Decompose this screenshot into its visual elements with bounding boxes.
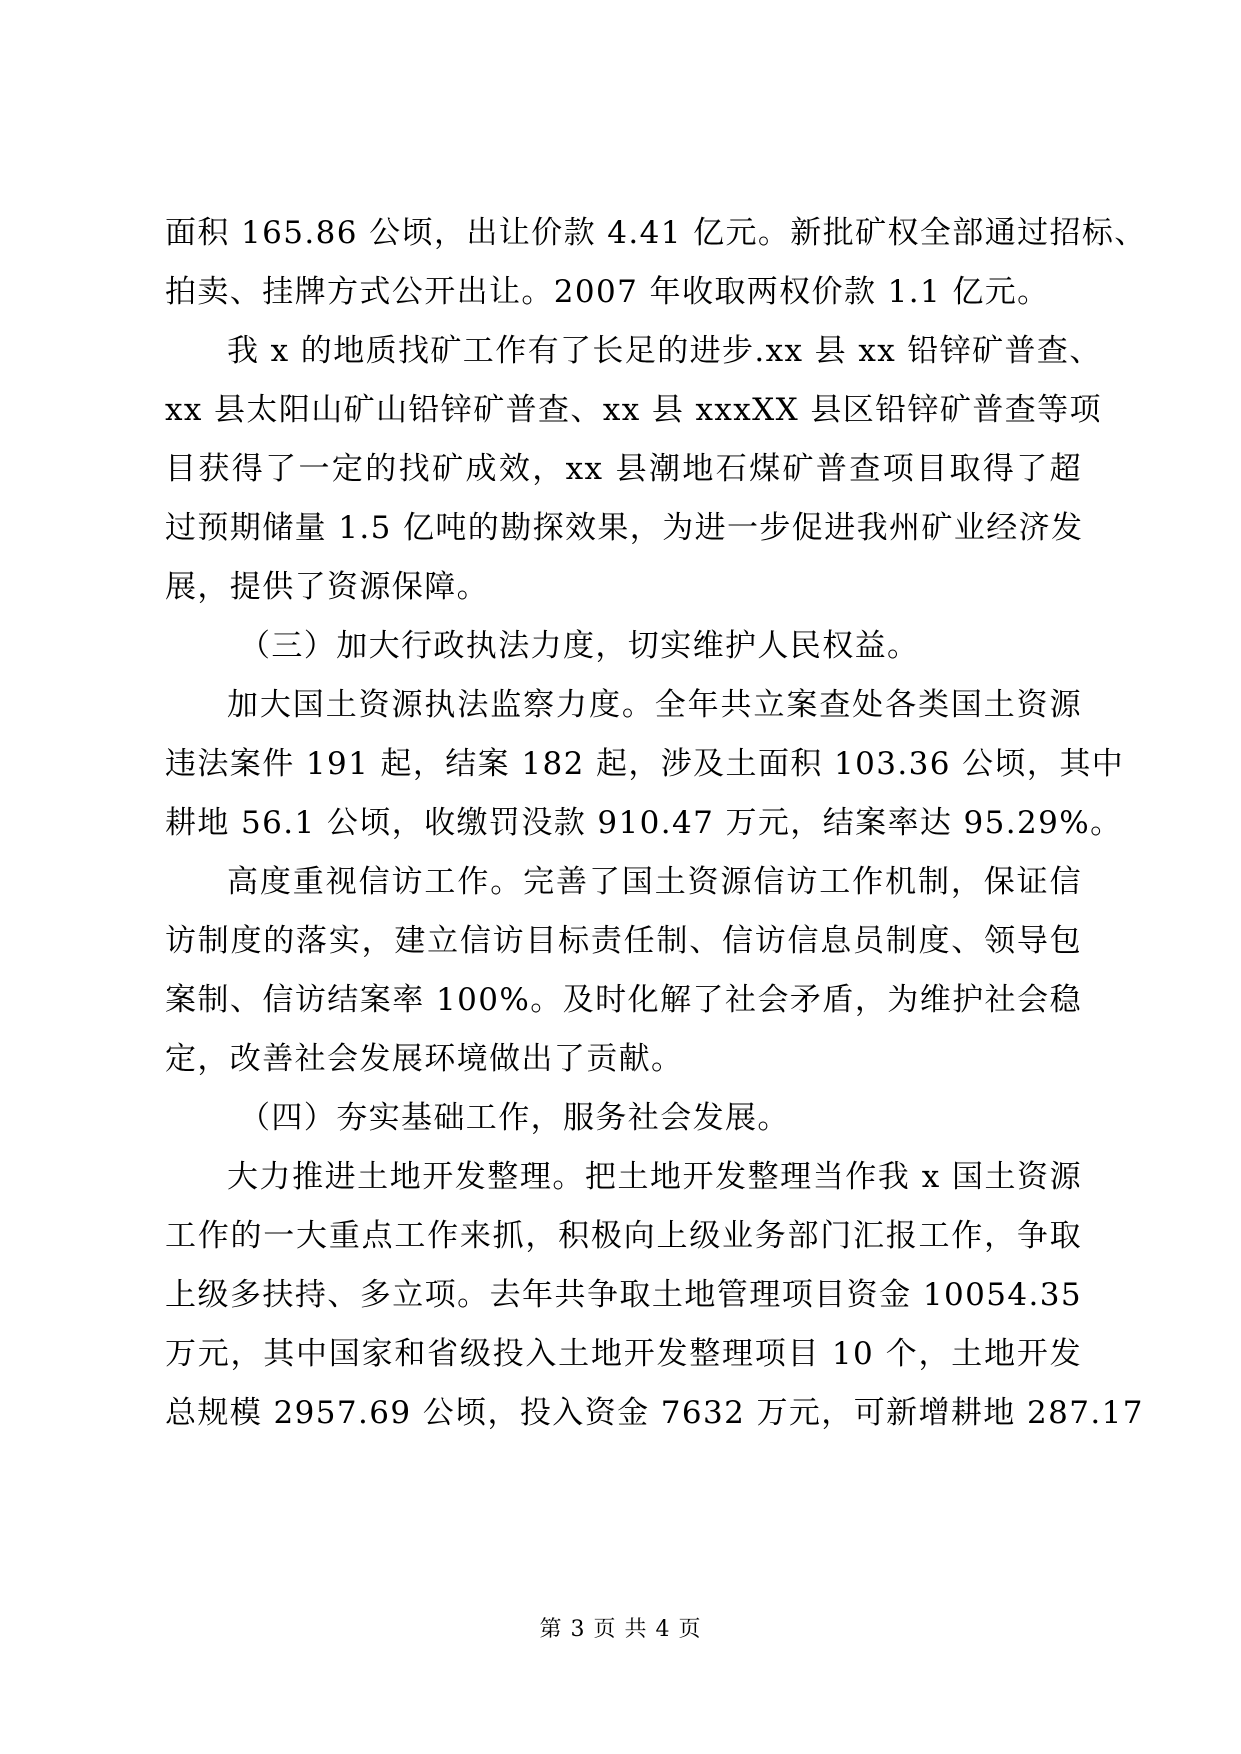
text-line: 我 x 的地质找矿工作有了长足的进步.xx 县 xx 铅锌矿普查、 [227,333,1102,369]
text-line: 高度重视信访工作。完善了国土资源信访工作机制，保证信 [227,864,1082,900]
text-line: 耕地 56.1 公顷，收缴罚没款 910.47 万元，结案率达 95.29%。 [165,805,1123,841]
text-line: 违法案件 191 起，结案 182 起，涉及土面积 103.36 公顷，其中 [165,746,1125,782]
text-line: 工作的一大重点工作来抓，积极向上级业务部门汇报工作，争取 [165,1218,1082,1254]
text-line: 过预期储量 1.5 亿吨的勘探效果，为进一步促进我州矿业经济发 [165,510,1084,546]
text-line: 上级多扶持、多立项。去年共争取土地管理项目资金 10054.35 [165,1277,1082,1313]
text-line: 面积 165.86 公顷，出让价款 4.41 亿元。新批矿权全部通过招标、 [165,215,1147,251]
text-line: 访制度的落实，建立信访目标责任制、信访信息员制度、领导包 [165,923,1082,959]
section-heading: （三）加大行政执法力度，切实维护人民权益。 [239,628,920,664]
text-line: 万元，其中国家和省级投入土地开发整理项目 10 个，土地开发 [165,1336,1082,1372]
text-line: xx 县太阳山矿山铅锌矿普查、xx 县 xxxXX 县区铅锌矿普查等项 [165,392,1102,428]
section-heading: （四）夯实基础工作，服务社会发展。 [239,1100,790,1136]
page-footer: 第 3 页 共 4 页 [539,1617,702,1642]
text-line: 目获得了一定的找矿成效，xx 县潮地石煤矿普查项目取得了超 [165,451,1082,487]
text-line: 总规模 2957.69 公顷，投入资金 7632 万元，可新增耕地 287.17 [165,1395,1144,1431]
text-line: 大力推进土地开发整理。把土地开发整理当作我 x 国土资源 [227,1159,1082,1195]
text-line: 定，改善社会发展环境做出了贡献。 [165,1041,684,1077]
text-line: 案制、信访结案率 100%。及时化解了社会矛盾，为维护社会稳 [165,982,1082,1018]
text-line: 加大国土资源执法监察力度。全年共立案查处各类国土资源 [227,687,1082,723]
document-body [165,204,1147,1443]
text-line: 拍卖、挂牌方式公开出让。2007 年收取两权价款 1.1 亿元。 [165,274,1050,310]
text-line: 展，提供了资源保障。 [165,569,489,605]
